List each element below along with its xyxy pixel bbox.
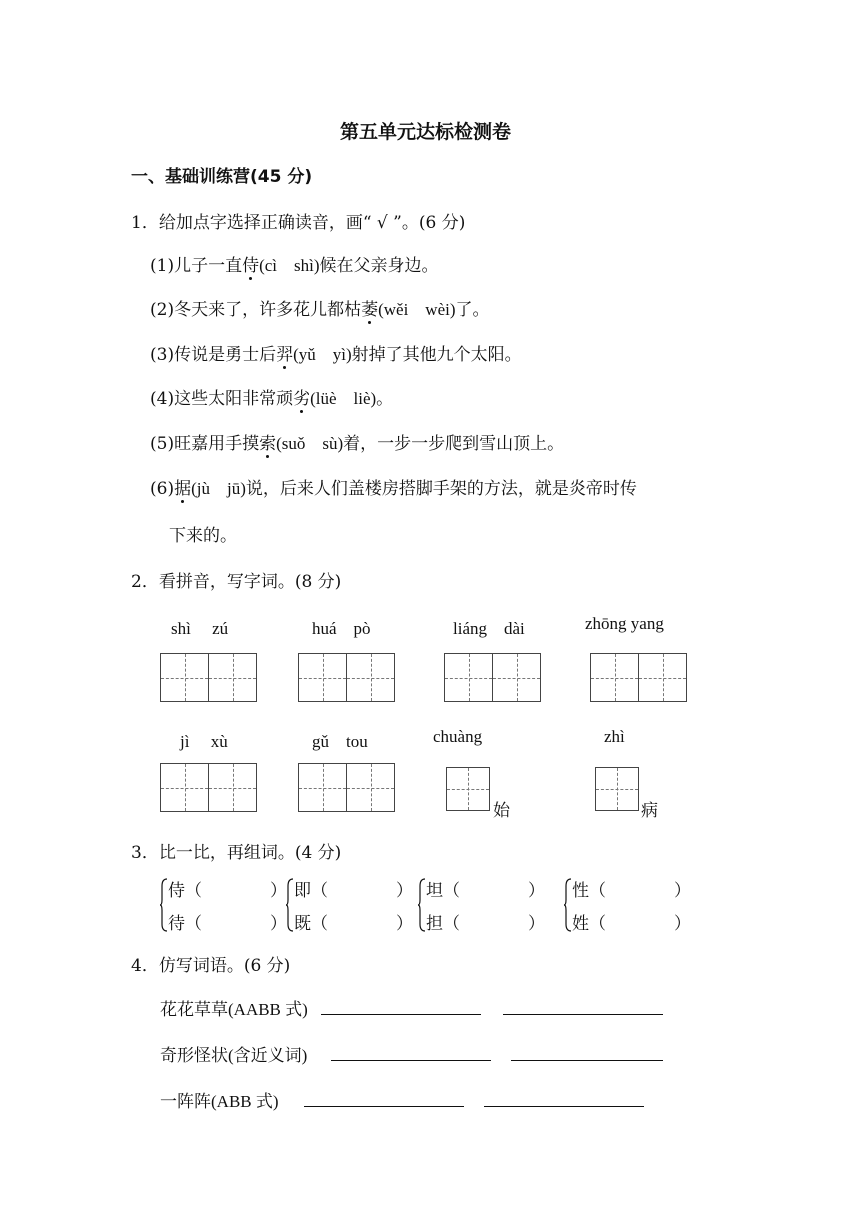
question-1-stem: 1．给加点字选择正确读音，画“ √ ”。(6 分)	[131, 213, 466, 233]
q1-item-6	[150, 474, 637, 499]
pinyin-label: shì zú	[171, 619, 229, 638]
compare-word: 担（ ）	[426, 914, 545, 934]
dotted-char: 侍	[242, 251, 259, 276]
compare-word: 坦（ ）	[426, 881, 545, 901]
sample-word: 奇形怪状	[160, 1046, 228, 1066]
compare-word: 侍（ ）	[168, 881, 287, 901]
answer-blank[interactable]	[304, 1090, 464, 1107]
pinyin-label: gǔ tou	[312, 732, 368, 751]
q1-item-4	[150, 384, 393, 409]
question-4-stem: 4．仿写词语。(6 分)	[131, 956, 291, 976]
word-pattern-note: (含近义词)	[228, 1046, 308, 1065]
writing-grid[interactable]	[160, 653, 257, 702]
q1-item-options: (suǒ sù)着，一步一步爬到雪山顶上。	[276, 434, 565, 453]
compare-word: 姓（ ）	[572, 914, 691, 934]
pinyin-label: huá pò	[312, 619, 371, 638]
q1-item-text: (5)旺嘉用手摸	[150, 434, 260, 454]
compare-word: 即（ ）	[294, 881, 413, 901]
pinyin-label: liáng dài	[453, 619, 525, 638]
word-pattern-note: (AABB 式)	[228, 1000, 308, 1019]
sample-word: 一阵阵	[160, 1092, 211, 1112]
grid-suffix-char: 病	[641, 801, 658, 821]
brace-icon	[160, 878, 168, 932]
grid-suffix-char: 始	[493, 801, 510, 821]
q1-item-options: (cì shì)候在父亲身边。	[259, 256, 439, 275]
brace-icon	[286, 878, 294, 932]
writing-grid[interactable]	[298, 763, 395, 812]
pinyin-label: chuàng	[433, 727, 483, 746]
dotted-char: 羿	[276, 340, 293, 365]
q1-item-2	[150, 295, 490, 320]
dotted-char: 劣	[293, 384, 310, 409]
q1-item-text: (3)传说是勇士后	[150, 345, 277, 365]
section-heading: 一、基础训练营(45 分)	[131, 167, 313, 187]
q1-item-3	[150, 340, 522, 365]
answer-blank[interactable]	[331, 1044, 491, 1061]
q1-item-text: (1)儿子一直	[150, 256, 243, 276]
answer-blank[interactable]	[511, 1044, 663, 1061]
pinyin-label: zhōng yang	[585, 614, 664, 633]
q1-item-5	[150, 429, 564, 454]
q1-item-options: (yǔ yì)射掉了其他九个太阳。	[293, 345, 522, 364]
imitate-line	[160, 1041, 663, 1066]
question-3-stem: 3．比一比，再组词。(4 分)	[131, 843, 342, 863]
answer-blank[interactable]	[484, 1090, 644, 1107]
compare-word: 待（ ）	[168, 914, 287, 934]
answer-blank[interactable]	[321, 998, 481, 1015]
word-pattern-note: (ABB 式)	[211, 1092, 279, 1111]
writing-grid[interactable]	[595, 767, 639, 811]
q1-item-6-continued: 下来的。	[169, 526, 237, 546]
q1-item-text: (4)这些太阳非常顽	[150, 389, 294, 409]
q1-item-options: (wěi wèi)了。	[378, 300, 490, 319]
answer-blank[interactable]	[503, 998, 663, 1015]
q1-item-text: (6)	[150, 479, 175, 499]
writing-grid[interactable]	[160, 763, 257, 812]
brace-icon	[418, 878, 426, 932]
sample-word: 花花草草	[160, 1000, 228, 1020]
question-2-stem: 2．看拼音，写字词。(8 分)	[131, 572, 342, 592]
q1-item-options: (lüè liè)。	[310, 389, 394, 408]
page-title: 第五单元达标检测卷	[340, 121, 512, 143]
compare-word: 性（ ）	[572, 881, 691, 901]
dotted-char: 萎	[361, 295, 378, 320]
q1-item-options: (jù jū)说，后来人们盖楼房搭脚手架的方法，就是炎帝时传	[191, 479, 637, 498]
q1-item-text: (2)冬天来了，许多花儿都枯	[150, 300, 362, 320]
pinyin-label: jì xù	[180, 732, 228, 751]
writing-grid[interactable]	[444, 653, 541, 702]
q1-item-1	[150, 251, 439, 276]
writing-grid[interactable]	[590, 653, 687, 702]
imitate-line	[160, 1087, 644, 1112]
imitate-line	[160, 995, 663, 1020]
dotted-char: 据	[174, 474, 191, 499]
writing-grid[interactable]	[446, 767, 490, 811]
dotted-char: 索	[259, 429, 276, 454]
brace-icon	[564, 878, 572, 932]
pinyin-label: zhì	[604, 727, 625, 746]
compare-word: 既（ ）	[294, 914, 413, 934]
writing-grid[interactable]	[298, 653, 395, 702]
